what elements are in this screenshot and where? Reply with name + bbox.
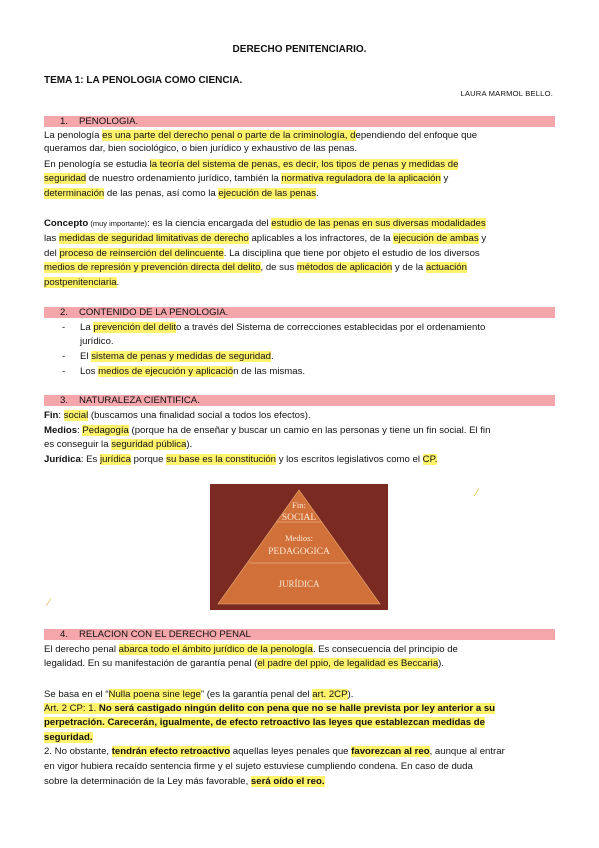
pyramid-image: [210, 484, 388, 610]
pyramid-mid-value: PEDAGOGICA: [268, 547, 330, 557]
paragraph-line: legalidad. En su manifestación de garantía penal (el padre del ppio, de legalidad es Beccaria).: [44, 658, 445, 669]
paragraph-line: queramos dar, bien sociológico, o bien jurídico y exhaustivo de las penas.: [44, 143, 358, 154]
section-title: PENOLOGIA.: [79, 116, 139, 127]
article-line: sobre la determinación de la Ley más favorable, será oído el reo.: [44, 776, 325, 787]
concept-line: del proceso de reinserción del delincuente. La disciplina que tiene por objeto el estudio de los diversos: [44, 248, 480, 259]
section-number: 3.: [60, 395, 69, 406]
concept-line: postpenitenciaria.: [44, 277, 120, 288]
bullet-dash: -: [62, 322, 66, 333]
concept-line: las medidas de seguridad limitativas de derecho aplicables a los infractores, de la ejecución de ambas y: [44, 233, 487, 244]
section-title: RELACION CON EL DERECHO PENAL: [79, 629, 251, 640]
section-number: 1.: [60, 116, 69, 127]
fin-line: Fin: social (buscamos una finalidad social a todos los efectos).: [44, 410, 311, 421]
concept-line: medios de represión y prevención directa del delito, de sus métodos de aplicación y de la actuación: [44, 262, 467, 273]
article-line: seguridad.: [44, 732, 93, 743]
article-line: 2. No obstante, tendrán efecto retroactivo aquellas leyes penales que favorezcan al reo, aunque al entrar: [44, 746, 505, 757]
section-title: CONTENIDO DE LA PENOLOGIA.: [79, 307, 229, 318]
paragraph-line: Se basa en el “Nulla poena sine lege” (es la garantía penal del art. 2CP).: [44, 689, 354, 700]
pen-mark: ⁄: [476, 487, 478, 499]
paragraph-line: La penología es una parte del derecho penal o parte de la criminología, dependiendo del enfoque que: [44, 130, 478, 141]
paragraph-line: determinación de las penas, así como la ejecución de las penas.: [44, 188, 319, 199]
pyramid-top-label: Fin:: [292, 500, 306, 510]
document-title: DERECHO PENITENCIARIO.: [232, 44, 367, 55]
juridica-line: Jurídica: Es jurídica porque su base es la constitución y los escritos legislativos como el CP.: [44, 454, 438, 465]
pyramid-bottom-value: JURÍDICA: [278, 579, 320, 589]
list-item: El sistema de penas y medidas de seguridad.: [80, 351, 274, 362]
paragraph-line: El derecho penal abarca todo el ámbito jurídico de la penología. Es consecuencia del principio de: [44, 644, 458, 655]
section-heading-contenido: [44, 307, 555, 318]
article-line: perpetración. Carecerán, igualmente, de efecto retroactivo las leyes que establezcan medidas de: [44, 717, 485, 728]
article-line: Art. 2 CP: 1. No será castigado ningún delito con pena que no se halle prevista por ley anterior a su: [44, 703, 496, 714]
list-item: Los medios de ejecución y aplicación de las mismas.: [80, 366, 306, 377]
section-number: 2.: [60, 307, 69, 318]
section-title: NATURALEZA CIENTIFICA.: [79, 395, 200, 406]
list-item: La prevención del delito a través del Sistema de correcciones establecidas por el ordenamiento: [80, 322, 486, 333]
concept-line: Concepto (muy importante): es la ciencia encargada del estudio de las penas en sus diversas modalidades: [44, 218, 486, 229]
author-name: LAURA MARMOL BELLO.: [460, 89, 553, 98]
medios-line: es conseguir la seguridad pública).: [44, 439, 193, 450]
pyramid-mid-label: Medios:: [285, 533, 313, 543]
tema-heading: TEMA 1: LA PENOLOGIA COMO CIENCIA.: [44, 75, 243, 86]
list-item-continued: jurídico.: [80, 336, 114, 347]
section-number: 4.: [60, 629, 69, 640]
bullet-dash: -: [62, 351, 66, 362]
section-heading-relacion: [44, 629, 555, 640]
bullet-dash: -: [62, 366, 66, 377]
section-heading-naturaleza: [44, 395, 555, 406]
paragraph-line: seguridad de nuestro ordenamiento jurídico, también la normativa reguladora de la aplicación y: [44, 173, 449, 184]
medios-line: Medios: Pedagogía (porque ha de enseñar y buscar un camio en las personas y tiene un fin social. El fin: [44, 425, 491, 436]
paragraph-line: En penología se estudia la teoría del sistema de penas, es decir, los tipos de penas y medidas de: [44, 159, 459, 170]
article-line: en vigor hubiera recaído sentencia firme y el sujeto estuviese cumpliendo condena. En caso de duda: [44, 761, 473, 772]
pen-mark: ⁄: [48, 597, 50, 609]
section-heading-penologia: [44, 116, 555, 127]
pyramid-graphic: [210, 484, 388, 610]
pyramid-top-value: SOCIAL: [281, 513, 317, 523]
